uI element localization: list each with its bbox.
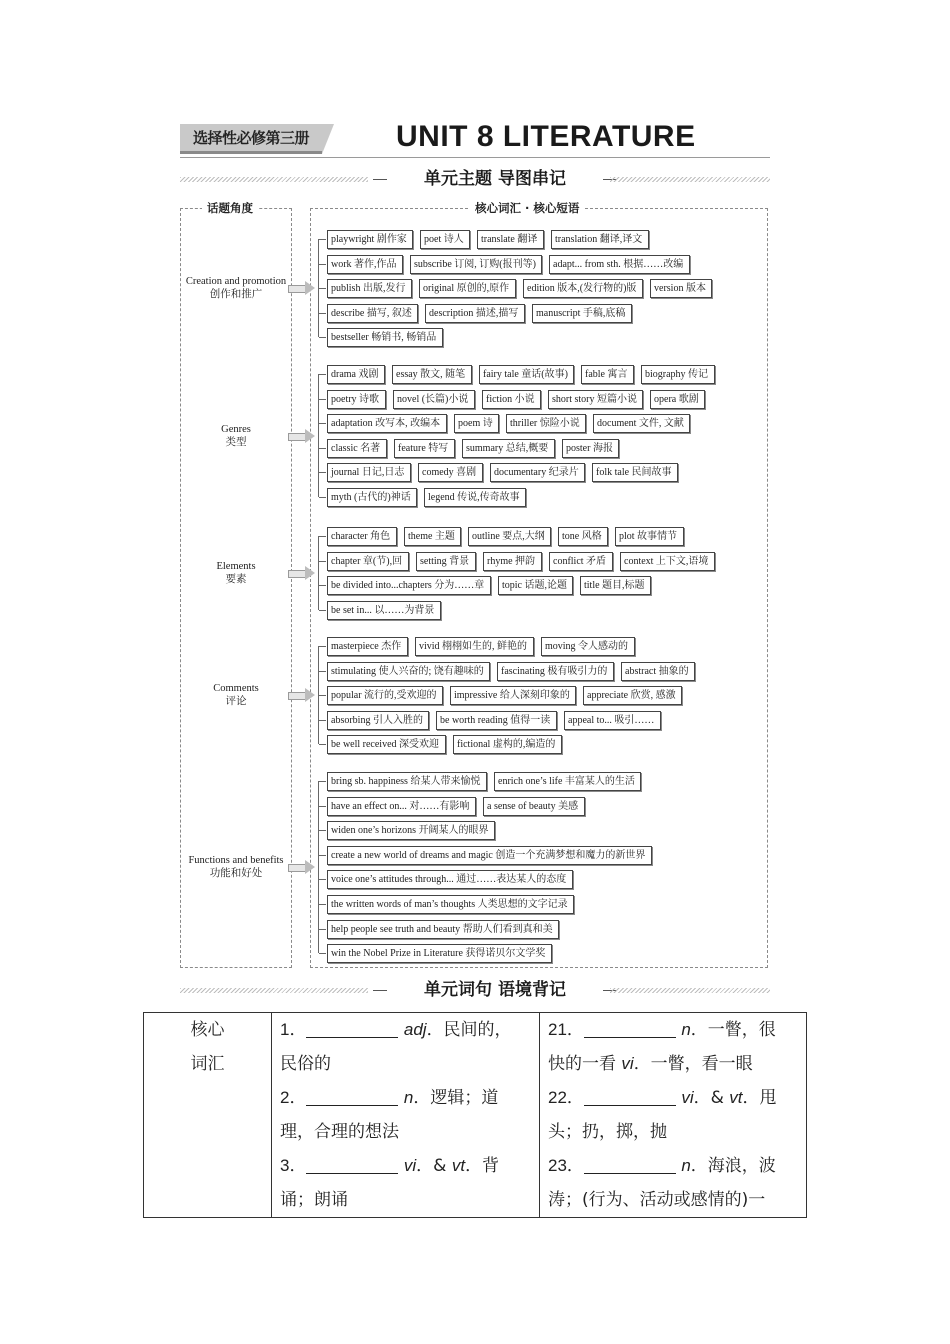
vocab-chip: voice one’s attitudes through... 通过……表达某人的态度 (327, 870, 573, 889)
vocab-chip: context 上下文,语境 (620, 552, 715, 571)
vocab-row (319, 328, 759, 347)
answer-blank[interactable] (306, 1016, 398, 1038)
vocab-row (319, 576, 759, 595)
vocab-chip: classic 名著 (327, 439, 387, 458)
vocab-chip: document 文件, 文献 (593, 414, 690, 433)
vocab-row (319, 414, 759, 433)
header-rule (180, 157, 770, 158)
vocab-chip: fable 寓言 (581, 365, 634, 384)
vocab-chip: adapt... from sth. 根据……改编 (549, 255, 690, 274)
vocab-chip: bestseller 畅销书, 畅销品 (327, 328, 443, 347)
vocab-chip: masterpiece 杰作 (327, 637, 408, 656)
vocab-chip: the written words of man’s thoughts 人类思想的文字记录 (327, 895, 574, 914)
vocab-row (319, 772, 759, 791)
vocab-chip: absorbing 引人入胜的 (327, 711, 429, 730)
vocab-chip: thriller 惊险小说 (506, 414, 586, 433)
arrow-icon (288, 862, 316, 872)
vocab-chip: drama 戏剧 (327, 365, 385, 384)
vocab-chip: journal 日记,日志 (327, 463, 411, 482)
vocab-row (319, 527, 759, 546)
vocab-chip: fictional 虚构的,编造的 (453, 735, 562, 754)
section-title: 单元主题 导图串记 (375, 166, 615, 192)
vocab-chip: poem 诗 (454, 414, 499, 433)
arrow-icon (288, 690, 316, 700)
vocab-chip: be worth reading 值得一读 (436, 711, 557, 730)
vocab-chip: summary 总结,概要 (462, 439, 555, 458)
vocab-row (319, 488, 759, 507)
vocab-row (319, 846, 759, 865)
vocab-chip: comedy 喜剧 (418, 463, 483, 482)
vocab-chip: original 原创的,原作 (419, 279, 516, 298)
vocab-chip: legend 传说,传奇故事 (424, 488, 526, 507)
vocab-item: 21． n．一瞥，很 (548, 1013, 798, 1047)
vocab-frame-title: 核心词汇 · 核心短语 (470, 200, 584, 216)
topic-frame-title: 话题角度 (202, 200, 258, 216)
vocab-chip: description 描述,描写 (425, 304, 525, 323)
topic-label: Functions and benefits 功能和好处 (188, 855, 284, 880)
vocab-column-right: 21． n．一瞥，很 快的一看 vi．一瞥，看一眼 22． vi．& vt．甩 头；扔，掷，抛 23． n．海浪，波 涛；(行为、活动或感情的)一 (540, 1013, 807, 1218)
topic-label: Creation and promotion 创作和推广 (185, 276, 287, 301)
vocab-row (319, 304, 759, 323)
vocab-row (319, 920, 759, 939)
vocab-chip: documentary 纪录片 (490, 463, 585, 482)
vocab-chip: fascinating 极有吸引力的 (497, 662, 614, 681)
arrow-icon (288, 283, 316, 293)
group-bracket (318, 536, 319, 610)
answer-blank[interactable] (584, 1084, 676, 1106)
vocab-row (319, 552, 759, 571)
vocab-item: 1． adj．民间的， (280, 1013, 531, 1047)
vocab-row (319, 821, 759, 840)
vocab-chip: help people see truth and beauty 帮助人们看到真和美 (327, 920, 559, 939)
vocab-chip: widen one’s horizons 开阔某人的眼界 (327, 821, 495, 840)
vocab-row (319, 895, 759, 914)
vocab-chip: character 角色 (327, 527, 397, 546)
vocab-chip: poster 海报 (562, 439, 619, 458)
vocab-table (143, 1012, 807, 1218)
vocab-chip: bring sb. happiness 给某人带来愉悦 (327, 772, 487, 791)
vocab-row (319, 686, 759, 705)
vocab-chip: enrich one’s life 丰富某人的生活 (494, 772, 641, 791)
vocab-chip: describe 描写, 叙述 (327, 304, 418, 323)
vocab-chip: conflict 矛盾 (549, 552, 613, 571)
vocab-chip: poet 诗人 (420, 230, 470, 249)
answer-blank[interactable] (584, 1152, 676, 1174)
vocab-chip: adaptation 改写本, 改编本 (327, 414, 447, 433)
vocab-item: 3． vi．& vt．背 (280, 1149, 531, 1183)
section-title: 单元词句 语境背记 (375, 977, 615, 1003)
vocab-chip: manuscript 手稿,底稿 (532, 304, 632, 323)
vocab-item: 2． n．逻辑；道 (280, 1081, 531, 1115)
vocab-row (319, 735, 759, 754)
arrow-icon (288, 568, 316, 578)
vocab-chip: tone 风格 (558, 527, 608, 546)
vocab-chip: subscribe 订阅, 订购(报刊等) (410, 255, 542, 274)
vocab-chip: playwright 剧作家 (327, 230, 413, 249)
vocab-chip: novel (长篇)小说 (393, 390, 475, 409)
answer-blank[interactable] (306, 1084, 398, 1106)
vocab-chip: myth (古代的)神话 (327, 488, 417, 507)
vocab-chip: topic 话题,论题 (498, 576, 573, 595)
vocab-chip: plot 故事情节 (615, 527, 684, 546)
vocab-row (319, 601, 759, 620)
vocab-chip: create a new world of dreams and magic 创造一个充满梦想和魔力的新世界 (327, 846, 652, 865)
vocab-chip: opera 歌剧 (650, 390, 705, 409)
section-bar-words (180, 977, 770, 1003)
vocab-column-left: 1． adj．民间的， 民俗的 2． n．逻辑；道 理，合理的想法 3． vi．& vt．背 诵；朗诵 (272, 1013, 540, 1218)
vocab-row (319, 870, 759, 889)
vocab-chip: setting 背景 (416, 552, 476, 571)
vocab-chip: popular 流行的,受欢迎的 (327, 686, 443, 705)
vocab-chip: translate 翻译 (477, 230, 544, 249)
vocab-row (319, 637, 759, 656)
answer-blank[interactable] (584, 1016, 676, 1038)
vocab-chip: folk tale 民间故事 (592, 463, 678, 482)
vocab-chip: have an effect on... 对……有影响 (327, 797, 476, 816)
vocab-row (319, 279, 759, 298)
vocab-row (319, 797, 759, 816)
vocab-chip: appreciate 欣赏, 感激 (583, 686, 682, 705)
vocab-chip: essay 散文, 随笔 (392, 365, 472, 384)
vocab-chip: biography 传记 (641, 365, 715, 384)
vocab-row (319, 439, 759, 458)
category-cell: 核心 词汇 (144, 1013, 272, 1218)
topic-label: Elements 要素 (216, 560, 256, 585)
vocab-chip: fairy tale 童话(故事) (479, 365, 574, 384)
vocab-item: 23． n．海浪，波 (548, 1149, 798, 1183)
vocab-chip: publish 出版,发行 (327, 279, 412, 298)
vocab-chip: win the Nobel Prize in Literature 获得诺贝尔文学奖 (327, 944, 552, 963)
section-bar-theme (180, 166, 770, 192)
vocab-chip: translation 翻译,译文 (551, 230, 649, 249)
arrow-icon (288, 431, 316, 441)
vocab-chip: version 版本 (650, 279, 712, 298)
vocab-chip: abstract 抽象的 (621, 662, 695, 681)
vocab-chip: work 著作,作品 (327, 255, 403, 274)
vocab-chip: poetry 诗歌 (327, 390, 386, 409)
vocab-chip: appeal to... 吸引…… (564, 711, 661, 730)
vocab-chip: a sense of beauty 美感 (483, 797, 585, 816)
vocab-row (319, 463, 759, 482)
vocab-row (319, 390, 759, 409)
vocab-chip: stimulating 使人兴奋的; 饶有趣味的 (327, 662, 490, 681)
vocab-row (319, 662, 759, 681)
vocab-row (319, 365, 759, 384)
vocab-chip: chapter 章(节),回 (327, 552, 409, 571)
unit-title: UNIT 8 LITERATURE (396, 120, 696, 153)
vocab-row (319, 944, 759, 963)
vocab-chip: short story 短篇小说 (548, 390, 643, 409)
vocab-chip: moving 令人感动的 (541, 637, 635, 656)
answer-blank[interactable] (306, 1152, 398, 1174)
vocab-chip: feature 特写 (394, 439, 455, 458)
vocab-row (319, 711, 759, 730)
vocab-row (319, 255, 759, 274)
vocab-chip: rhyme 押韵 (483, 552, 542, 571)
vocab-chip: vivid 栩栩如生的, 鲜艳的 (415, 637, 534, 656)
vocab-chip: be well received 深受欢迎 (327, 735, 446, 754)
vocab-chip: theme 主题 (404, 527, 461, 546)
vocab-chip: impressive 给人深刻印象的 (450, 686, 576, 705)
vocab-chip: title 题目,标题 (580, 576, 651, 595)
vocab-chip: outline 要点,大纲 (468, 527, 551, 546)
book-volume-tag: 选择性必修第三册 (180, 124, 322, 154)
vocab-chip: be divided into...chapters 分为……章 (327, 576, 491, 595)
vocab-chip: edition 版本,(发行物的)版 (523, 279, 643, 298)
vocab-row (319, 230, 759, 249)
vocab-chip: fiction 小说 (482, 390, 541, 409)
topic-label: Genres 类型 (221, 423, 251, 448)
vocab-chip: be set in... 以……为背景 (327, 601, 441, 620)
topic-label: Comments 评论 (213, 683, 259, 708)
vocab-item: 22． vi．& vt．甩 (548, 1081, 798, 1115)
